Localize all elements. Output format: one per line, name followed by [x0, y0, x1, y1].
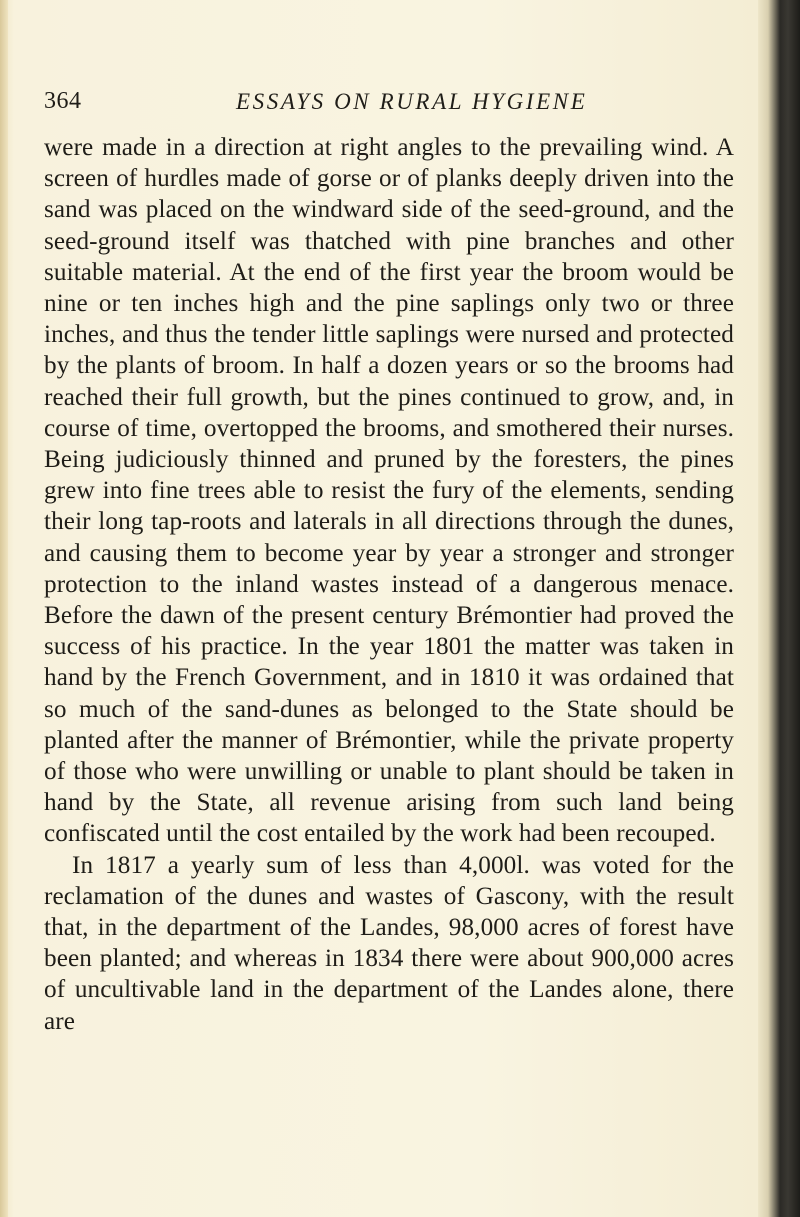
- body-text: [44, 132, 734, 1037]
- book-spine-edge: [758, 0, 800, 1217]
- paragraph-continued: were made in a direction at right angles to the prevailing wind. A screen of hurdles made of gorse or of planks deeply driven into the sand was placed on the windward side of the seed-ground, and the seed-ground itself was thatched with pine branches and other suitable material. At the end of the first year the broom would be nine or ten inches high and the pine saplings only two or three inches, and thus the tender little saplings were nursed and protected by the plants of broom. In half a dozen years or so the brooms had reached their full growth, but the pines continued to grow, and, in course of time, overtopped the brooms, and smothered their nurses. Being judiciously thinned and pruned by the foresters, the pines grew into fine trees able to resist the fury of the elements, sending their long tap-roots and laterals in all directions through the dunes, and causing them to become year by year a stronger and stronger protection to the inland wastes instead of a dangerous menace. Before the dawn of the present century Brémontier had proved the success of his practice. In the year 1801 the matter was taken in hand by the French Government, and in 1810 it was ordained that so much of the sand-dunes as belonged to the State should be planted after the manner of Brémontier, while the private property of those who were unwilling or unable to plant should be taken in hand by the State, all revenue arising from such land being confiscated until the cost entailed by the work had been recouped.: [44, 134, 734, 848]
- page-left-edge: [0, 0, 8, 1217]
- page-number: 364: [44, 88, 82, 114]
- paragraph-new: In 1817 a yearly sum of less than 4,000l. was voted for the reclamation of the dunes and wastes of Gascony, with the result that, in the department of the Landes, 98,000 acres of forest have been planted; and whereas in 1834 there were about 900,000 acres of uncultivable land in the department of the Landes alone, there are: [44, 851, 734, 1035]
- page-header: [44, 88, 744, 122]
- running-head: ESSAYS ON RURAL HYGIENE: [236, 89, 588, 114]
